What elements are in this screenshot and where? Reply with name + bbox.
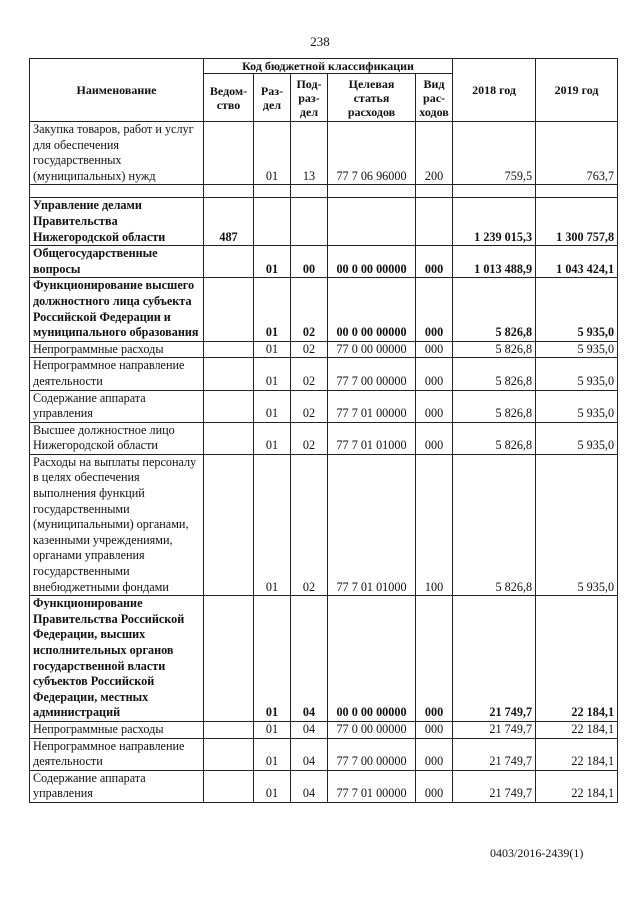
row-name: Расходы на выплаты персоналу в целях обеспечения выполнения функций государственными (муниципальными) органами, казенными учреждениями, органами управления государственными внебюджетными фондами — [30, 454, 204, 595]
row-vedomstvo: 487 — [204, 198, 254, 246]
header-razdel: Раз-дел — [254, 74, 291, 122]
row-podrazdel: 04 — [291, 596, 328, 722]
table-row — [30, 596, 618, 722]
row-value-2018: 5 826,8 — [453, 341, 536, 358]
header-2019: 2019 год — [536, 59, 618, 122]
spacer-cell — [328, 185, 416, 198]
row-razdel: 01 — [254, 738, 291, 770]
row-vid-rashodov: 000 — [416, 278, 453, 341]
row-tselevaya-statya: 77 7 06 96000 — [328, 122, 416, 185]
header-podrazdel: Под-раз-дел — [291, 74, 328, 122]
row-podrazdel: 02 — [291, 390, 328, 422]
row-vid-rashodov: 000 — [416, 341, 453, 358]
row-razdel — [254, 198, 291, 246]
row-vedomstvo — [204, 278, 254, 341]
header-tselevaya-statya: Целевая статья расходов — [328, 74, 416, 122]
table-row — [30, 278, 618, 341]
row-value-2018: 5 826,8 — [453, 454, 536, 595]
row-name: Содержание аппарата управления — [30, 770, 204, 802]
row-vedomstvo — [204, 454, 254, 595]
row-value-2019: 22 184,1 — [536, 721, 618, 738]
header-name: Наименование — [30, 59, 204, 122]
row-vedomstvo — [204, 246, 254, 278]
row-value-2019: 1 043 424,1 — [536, 246, 618, 278]
row-value-2018: 21 749,7 — [453, 721, 536, 738]
row-vedomstvo — [204, 122, 254, 185]
row-value-2018: 21 749,7 — [453, 738, 536, 770]
spacer-row — [30, 185, 618, 198]
budget-table — [29, 58, 618, 803]
row-value-2018: 5 826,8 — [453, 358, 536, 390]
row-tselevaya-statya: 77 7 01 00000 — [328, 770, 416, 802]
row-podrazdel: 02 — [291, 358, 328, 390]
header-vid-rashodov: Вид рас-ходов — [416, 74, 453, 122]
row-podrazdel: 02 — [291, 278, 328, 341]
row-value-2018: 21 749,7 — [453, 770, 536, 802]
row-value-2018: 759,5 — [453, 122, 536, 185]
row-vid-rashodov: 000 — [416, 422, 453, 454]
row-value-2019: 763,7 — [536, 122, 618, 185]
row-name: Высшее должностное лицо Нижегородской области — [30, 422, 204, 454]
row-razdel: 01 — [254, 246, 291, 278]
row-value-2019: 22 184,1 — [536, 770, 618, 802]
row-vid-rashodov: 000 — [416, 596, 453, 722]
spacer-cell — [536, 185, 618, 198]
row-vid-rashodov: 000 — [416, 721, 453, 738]
row-podrazdel: 13 — [291, 122, 328, 185]
row-name: Управление делами Правительства Нижегородской области — [30, 198, 204, 246]
header-vedomstvo: Ведом-ство — [204, 74, 254, 122]
row-tselevaya-statya: 77 7 00 00000 — [328, 738, 416, 770]
spacer-cell — [254, 185, 291, 198]
row-name: Содержание аппарата управления — [30, 390, 204, 422]
row-podrazdel: 02 — [291, 454, 328, 595]
table-row — [30, 122, 618, 185]
row-vid-rashodov: 000 — [416, 770, 453, 802]
table-row — [30, 246, 618, 278]
page-number: 238 — [310, 34, 330, 49]
row-value-2018: 5 826,8 — [453, 390, 536, 422]
row-tselevaya-statya — [328, 198, 416, 246]
row-name: Функционирование Правительства Российской Федерации, высших исполнительных органов государственной власти субъектов Российской Федерации, местных администраций — [30, 596, 204, 722]
row-podrazdel: 00 — [291, 246, 328, 278]
table-body — [30, 122, 618, 803]
row-name: Непрограммные расходы — [30, 341, 204, 358]
row-value-2019: 5 935,0 — [536, 278, 618, 341]
row-razdel: 01 — [254, 341, 291, 358]
row-vedomstvo — [204, 770, 254, 802]
row-vedomstvo — [204, 358, 254, 390]
row-value-2019: 1 300 757,8 — [536, 198, 618, 246]
row-tselevaya-statya: 77 7 01 01000 — [328, 422, 416, 454]
row-razdel: 01 — [254, 390, 291, 422]
row-value-2018: 1 239 015,3 — [453, 198, 536, 246]
row-razdel: 01 — [254, 596, 291, 722]
table-row — [30, 341, 618, 358]
spacer-cell — [204, 185, 254, 198]
row-vid-rashodov: 000 — [416, 358, 453, 390]
table-row — [30, 390, 618, 422]
document-code: 0403/2016-2439(1) — [490, 846, 584, 860]
row-podrazdel: 02 — [291, 341, 328, 358]
row-tselevaya-statya: 77 7 00 00000 — [328, 358, 416, 390]
table-row — [30, 454, 618, 595]
row-tselevaya-statya: 00 0 00 00000 — [328, 596, 416, 722]
row-vedomstvo — [204, 738, 254, 770]
row-tselevaya-statya: 00 0 00 00000 — [328, 278, 416, 341]
row-vedomstvo — [204, 596, 254, 722]
row-name: Общегосударственные вопросы — [30, 246, 204, 278]
row-tselevaya-statya: 77 7 01 01000 — [328, 454, 416, 595]
row-vedomstvo — [204, 341, 254, 358]
row-vid-rashodov: 000 — [416, 390, 453, 422]
row-vid-rashodov — [416, 198, 453, 246]
header-2018: 2018 год — [453, 59, 536, 122]
row-vid-rashodov: 100 — [416, 454, 453, 595]
table-row — [30, 422, 618, 454]
row-value-2019: 5 935,0 — [536, 341, 618, 358]
row-razdel: 01 — [254, 358, 291, 390]
spacer-cell — [30, 185, 204, 198]
row-name: Непрограммное направление деятельности — [30, 738, 204, 770]
row-tselevaya-statya: 77 7 01 00000 — [328, 390, 416, 422]
row-name: Непрограммное направление деятельности — [30, 358, 204, 390]
row-value-2018: 21 749,7 — [453, 596, 536, 722]
row-vid-rashodov: 200 — [416, 122, 453, 185]
row-vedomstvo — [204, 721, 254, 738]
table-row — [30, 358, 618, 390]
row-value-2019: 5 935,0 — [536, 454, 618, 595]
spacer-cell — [291, 185, 328, 198]
row-razdel: 01 — [254, 422, 291, 454]
row-vid-rashodov: 000 — [416, 246, 453, 278]
row-razdel: 01 — [254, 278, 291, 341]
row-podrazdel: 04 — [291, 738, 328, 770]
row-podrazdel: 04 — [291, 770, 328, 802]
row-vedomstvo — [204, 390, 254, 422]
table-row — [30, 721, 618, 738]
row-podrazdel: 02 — [291, 422, 328, 454]
spacer-cell — [453, 185, 536, 198]
table-row — [30, 770, 618, 802]
row-tselevaya-statya: 00 0 00 00000 — [328, 246, 416, 278]
row-razdel: 01 — [254, 454, 291, 595]
row-tselevaya-statya: 77 0 00 00000 — [328, 341, 416, 358]
table-row — [30, 198, 618, 246]
row-razdel: 01 — [254, 122, 291, 185]
row-value-2019: 22 184,1 — [536, 738, 618, 770]
row-value-2019: 5 935,0 — [536, 390, 618, 422]
row-tselevaya-statya: 77 0 00 00000 — [328, 721, 416, 738]
row-value-2019: 5 935,0 — [536, 358, 618, 390]
row-value-2018: 5 826,8 — [453, 278, 536, 341]
spacer-cell — [416, 185, 453, 198]
row-razdel: 01 — [254, 721, 291, 738]
row-name: Закупка товаров, работ и услуг для обеспечения государственных (муниципальных) нужд — [30, 122, 204, 185]
row-vid-rashodov: 000 — [416, 738, 453, 770]
row-value-2018: 5 826,8 — [453, 422, 536, 454]
header-classification-group: Код бюджетной классификации — [204, 59, 453, 74]
row-value-2019: 22 184,1 — [536, 596, 618, 722]
row-podrazdel — [291, 198, 328, 246]
row-name: Непрограммные расходы — [30, 721, 204, 738]
row-value-2019: 5 935,0 — [536, 422, 618, 454]
row-name: Функционирование высшего должностного лица субъекта Российской Федерации и муниципального образования — [30, 278, 204, 341]
row-value-2018: 1 013 488,9 — [453, 246, 536, 278]
row-vedomstvo — [204, 422, 254, 454]
row-podrazdel: 04 — [291, 721, 328, 738]
table-row — [30, 738, 618, 770]
row-razdel: 01 — [254, 770, 291, 802]
